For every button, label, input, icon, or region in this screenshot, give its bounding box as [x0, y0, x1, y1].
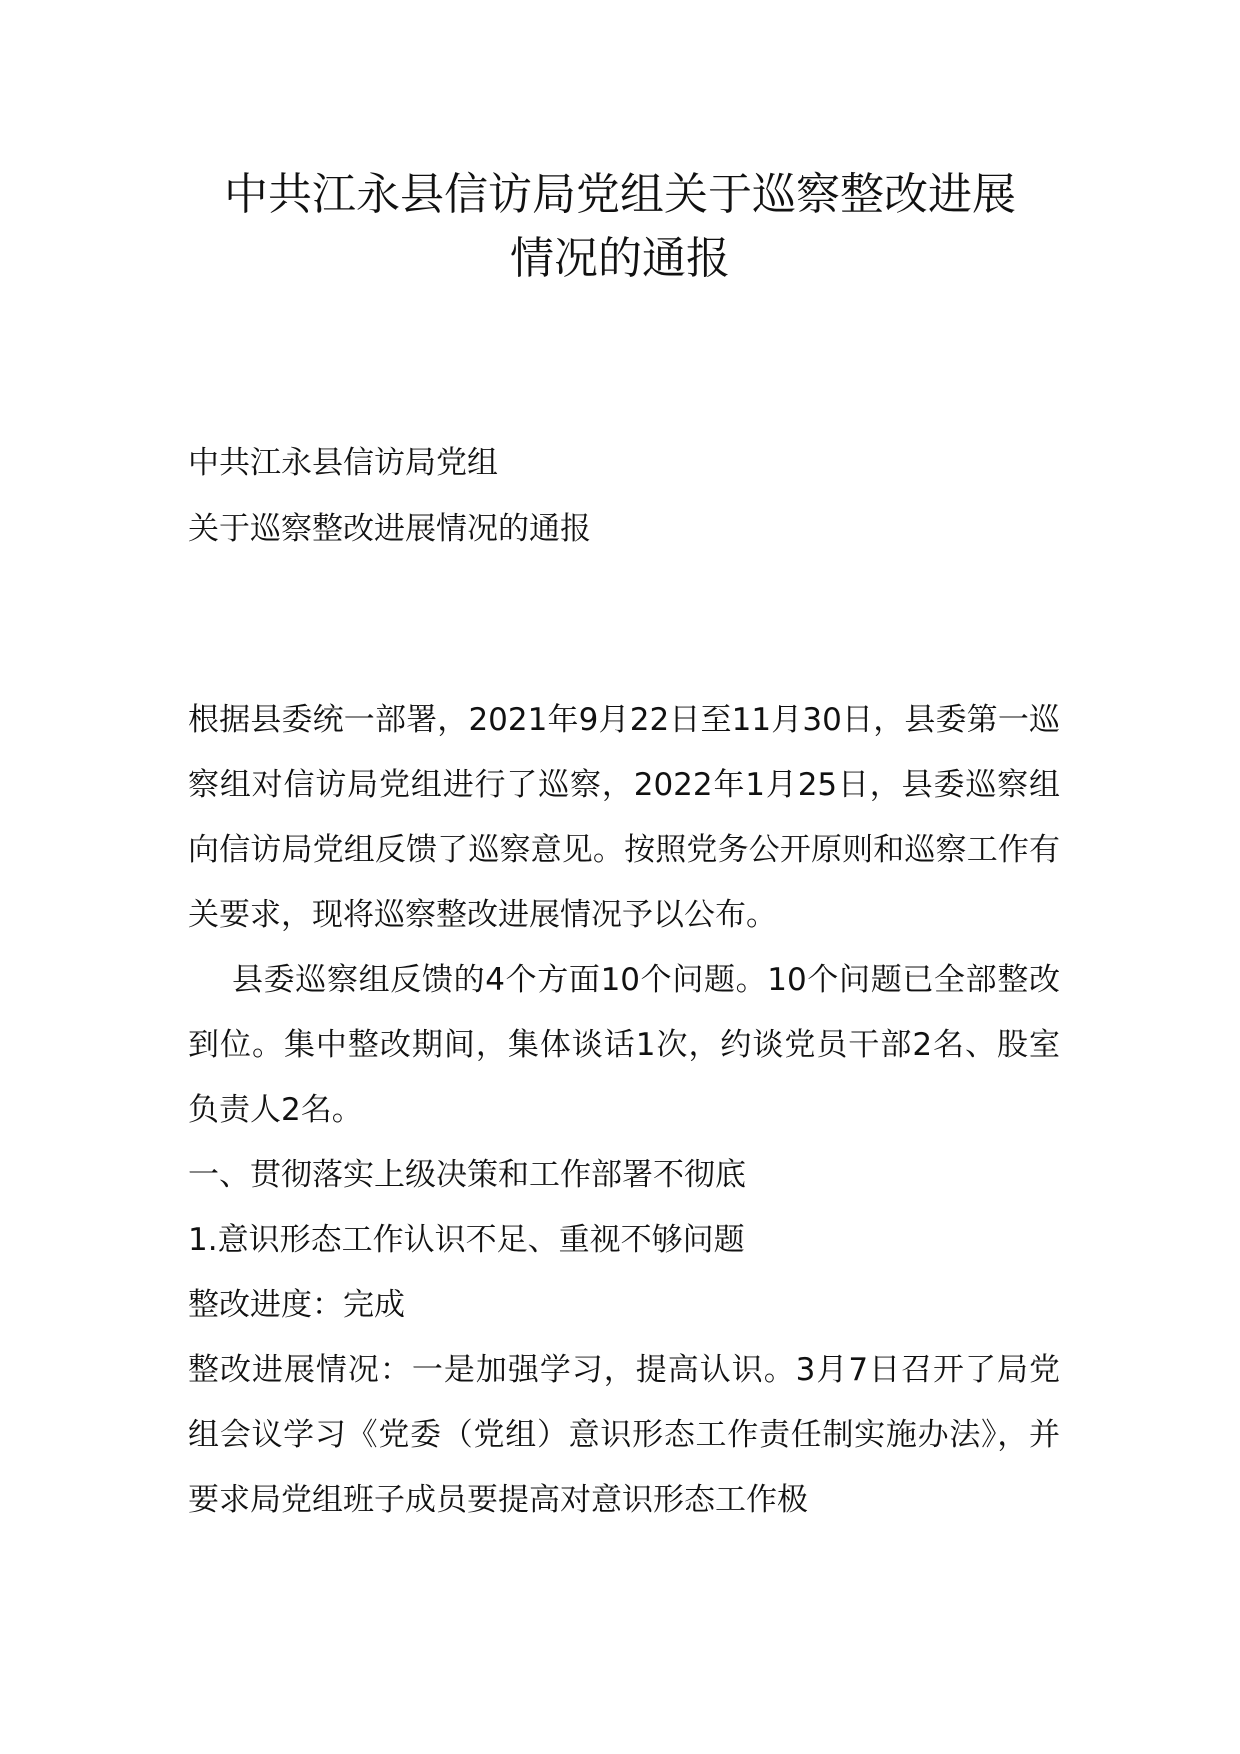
intro-paragraph: 根据县委统一部署，2021年9月22日至11月30日，县委第一巡察组对信访局党组进行了巡察，2022年1月25日，县委巡察组向信访局党组反馈了巡察意见。按照党务公开原则和巡察工作有关要求，现将巡察整改进展情况予以公布。 [188, 702, 1060, 933]
document-body [188, 688, 1060, 1533]
progress-details: 整改进展情况：一是加强学习，提高认识。3月7日召开了局党组会议学习《党委（党组）意识形态工作责任制实施办法》，并要求局党组班子成员要提高对意识形态工作极 [188, 1352, 1060, 1518]
title-line-1: 中共江永县信访局党组关于巡察整改进展 [224, 169, 1016, 220]
subheading-line-2: 关于巡察整改进展情况的通报 [188, 511, 591, 547]
issue-heading: 1.意识形态工作认识不足、重视不够问题 [188, 1222, 745, 1258]
document-title [140, 163, 1100, 291]
progress-status: 整改进度：完成 [188, 1287, 405, 1323]
title-line-2: 情况的通报 [510, 233, 730, 284]
document-subheading [188, 430, 1088, 562]
subheading-line-1: 中共江永县信访局党组 [188, 445, 498, 481]
summary-paragraph: 县委巡察组反馈的4个方面10个问题。10个问题已全部整改到位。集中整改期间，集体谈话1次，约谈党员干部2名、股室负责人2名。 [188, 962, 1060, 1128]
section-heading: 一、贯彻落实上级决策和工作部署不彻底 [188, 1157, 746, 1193]
